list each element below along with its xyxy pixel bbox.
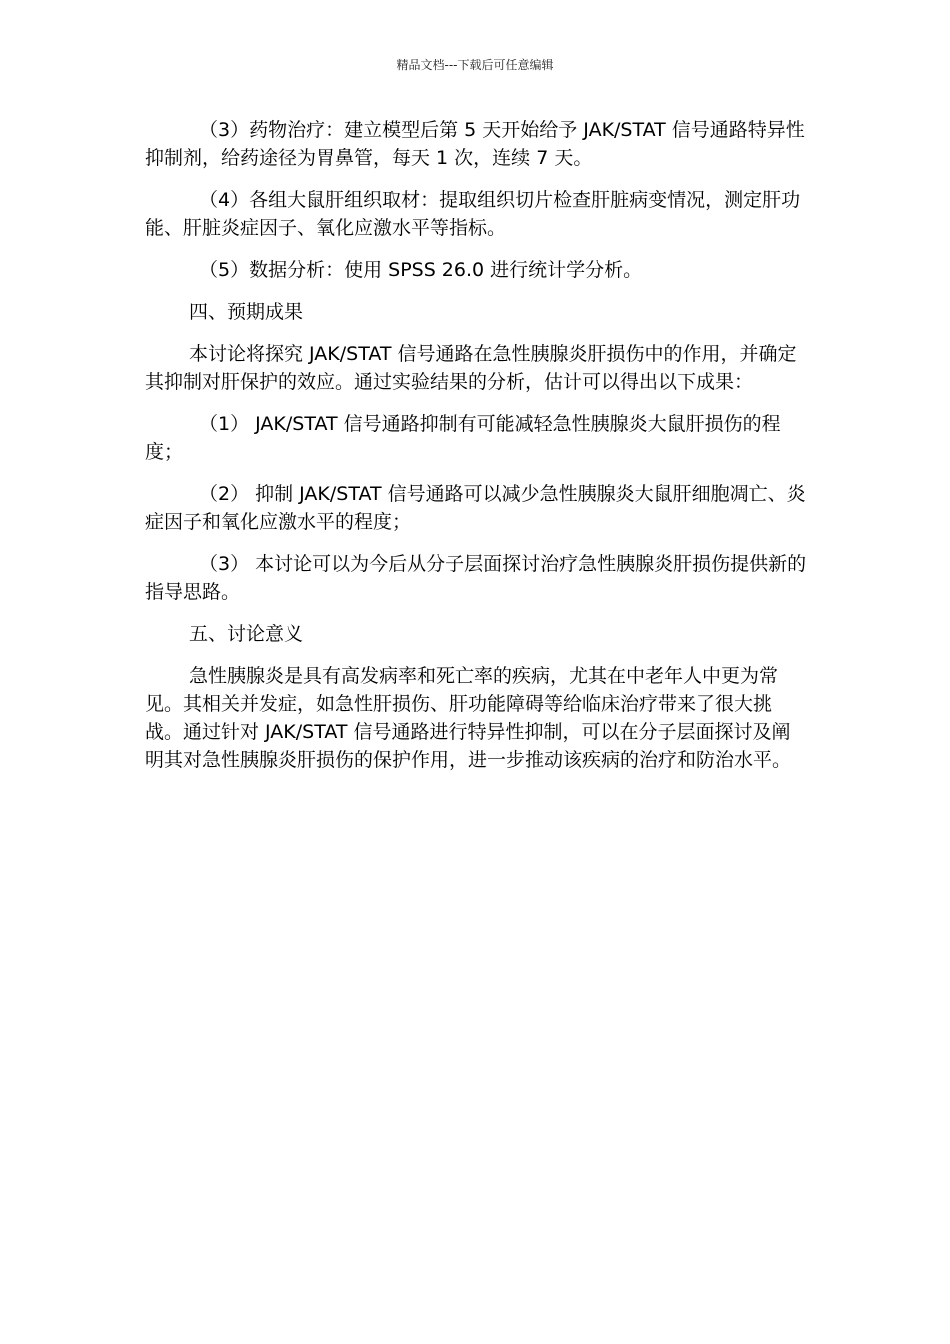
paragraph-result-2: （2） 抑制 JAK/STAT 信号通路可以减少急性胰腺炎大鼠肝细胞凋亡、炎症因子和氧化应激水平的程度； [145,483,806,533]
paragraph-significance: 急性胰腺炎是具有高发病率和死亡率的疾病，尤其在中老年人中更为常见。其相关并发症，如急性肝损伤、肝功能障碍等给临床治疗带来了很大挑战。通过针对 JAK/STAT 信号通路进行特异性抑制，可以在分子层面探讨及阐明其对急性胰腺炎肝损伤的保护作用，进一步推动该疾病的治疗和防治水平。 [145,665,792,771]
paragraph-results-intro: 本讨论将探究 JAK/STAT 信号通路在急性胰腺炎肝损伤中的作用，并确定其抑制对肝保护的效应。通过实验结果的分析，估计可以得出以下成果： [145,343,797,393]
paragraph-data-analysis: （5）数据分析：使用 SPSS 26.0 进行统计学分析。 [199,259,643,281]
paragraph-result-1: （1） JAK/STAT 信号通路抑制有可能减轻急性胰腺炎大鼠肝损伤的程度； [145,413,781,463]
paragraph-result-3: （3） 本讨论可以为今后从分子层面探讨治疗急性胰腺炎肝损伤提供新的指导思路。 [145,553,807,603]
paragraph-drug-treatment: （3）药物治疗：建立模型后第 5 天开始给予 JAK/STAT 信号通路特异性抑制剂，给药途径为胃鼻管，每天 1 次，连续 7 天。 [145,119,805,169]
document-body [145,116,807,788]
paragraph-tissue-sampling: （4）各组大鼠肝组织取材：提取组织切片检查肝脏病变情况，测定肝功能、肝脏炎症因子、氧化应激水平等指标。 [145,189,801,239]
section-heading-significance: 五、讨论意义 [189,623,304,645]
section-heading-expected-results: 四、预期成果 [189,301,304,323]
page-header: 精品文档---下载后可任意编辑 [396,58,554,72]
